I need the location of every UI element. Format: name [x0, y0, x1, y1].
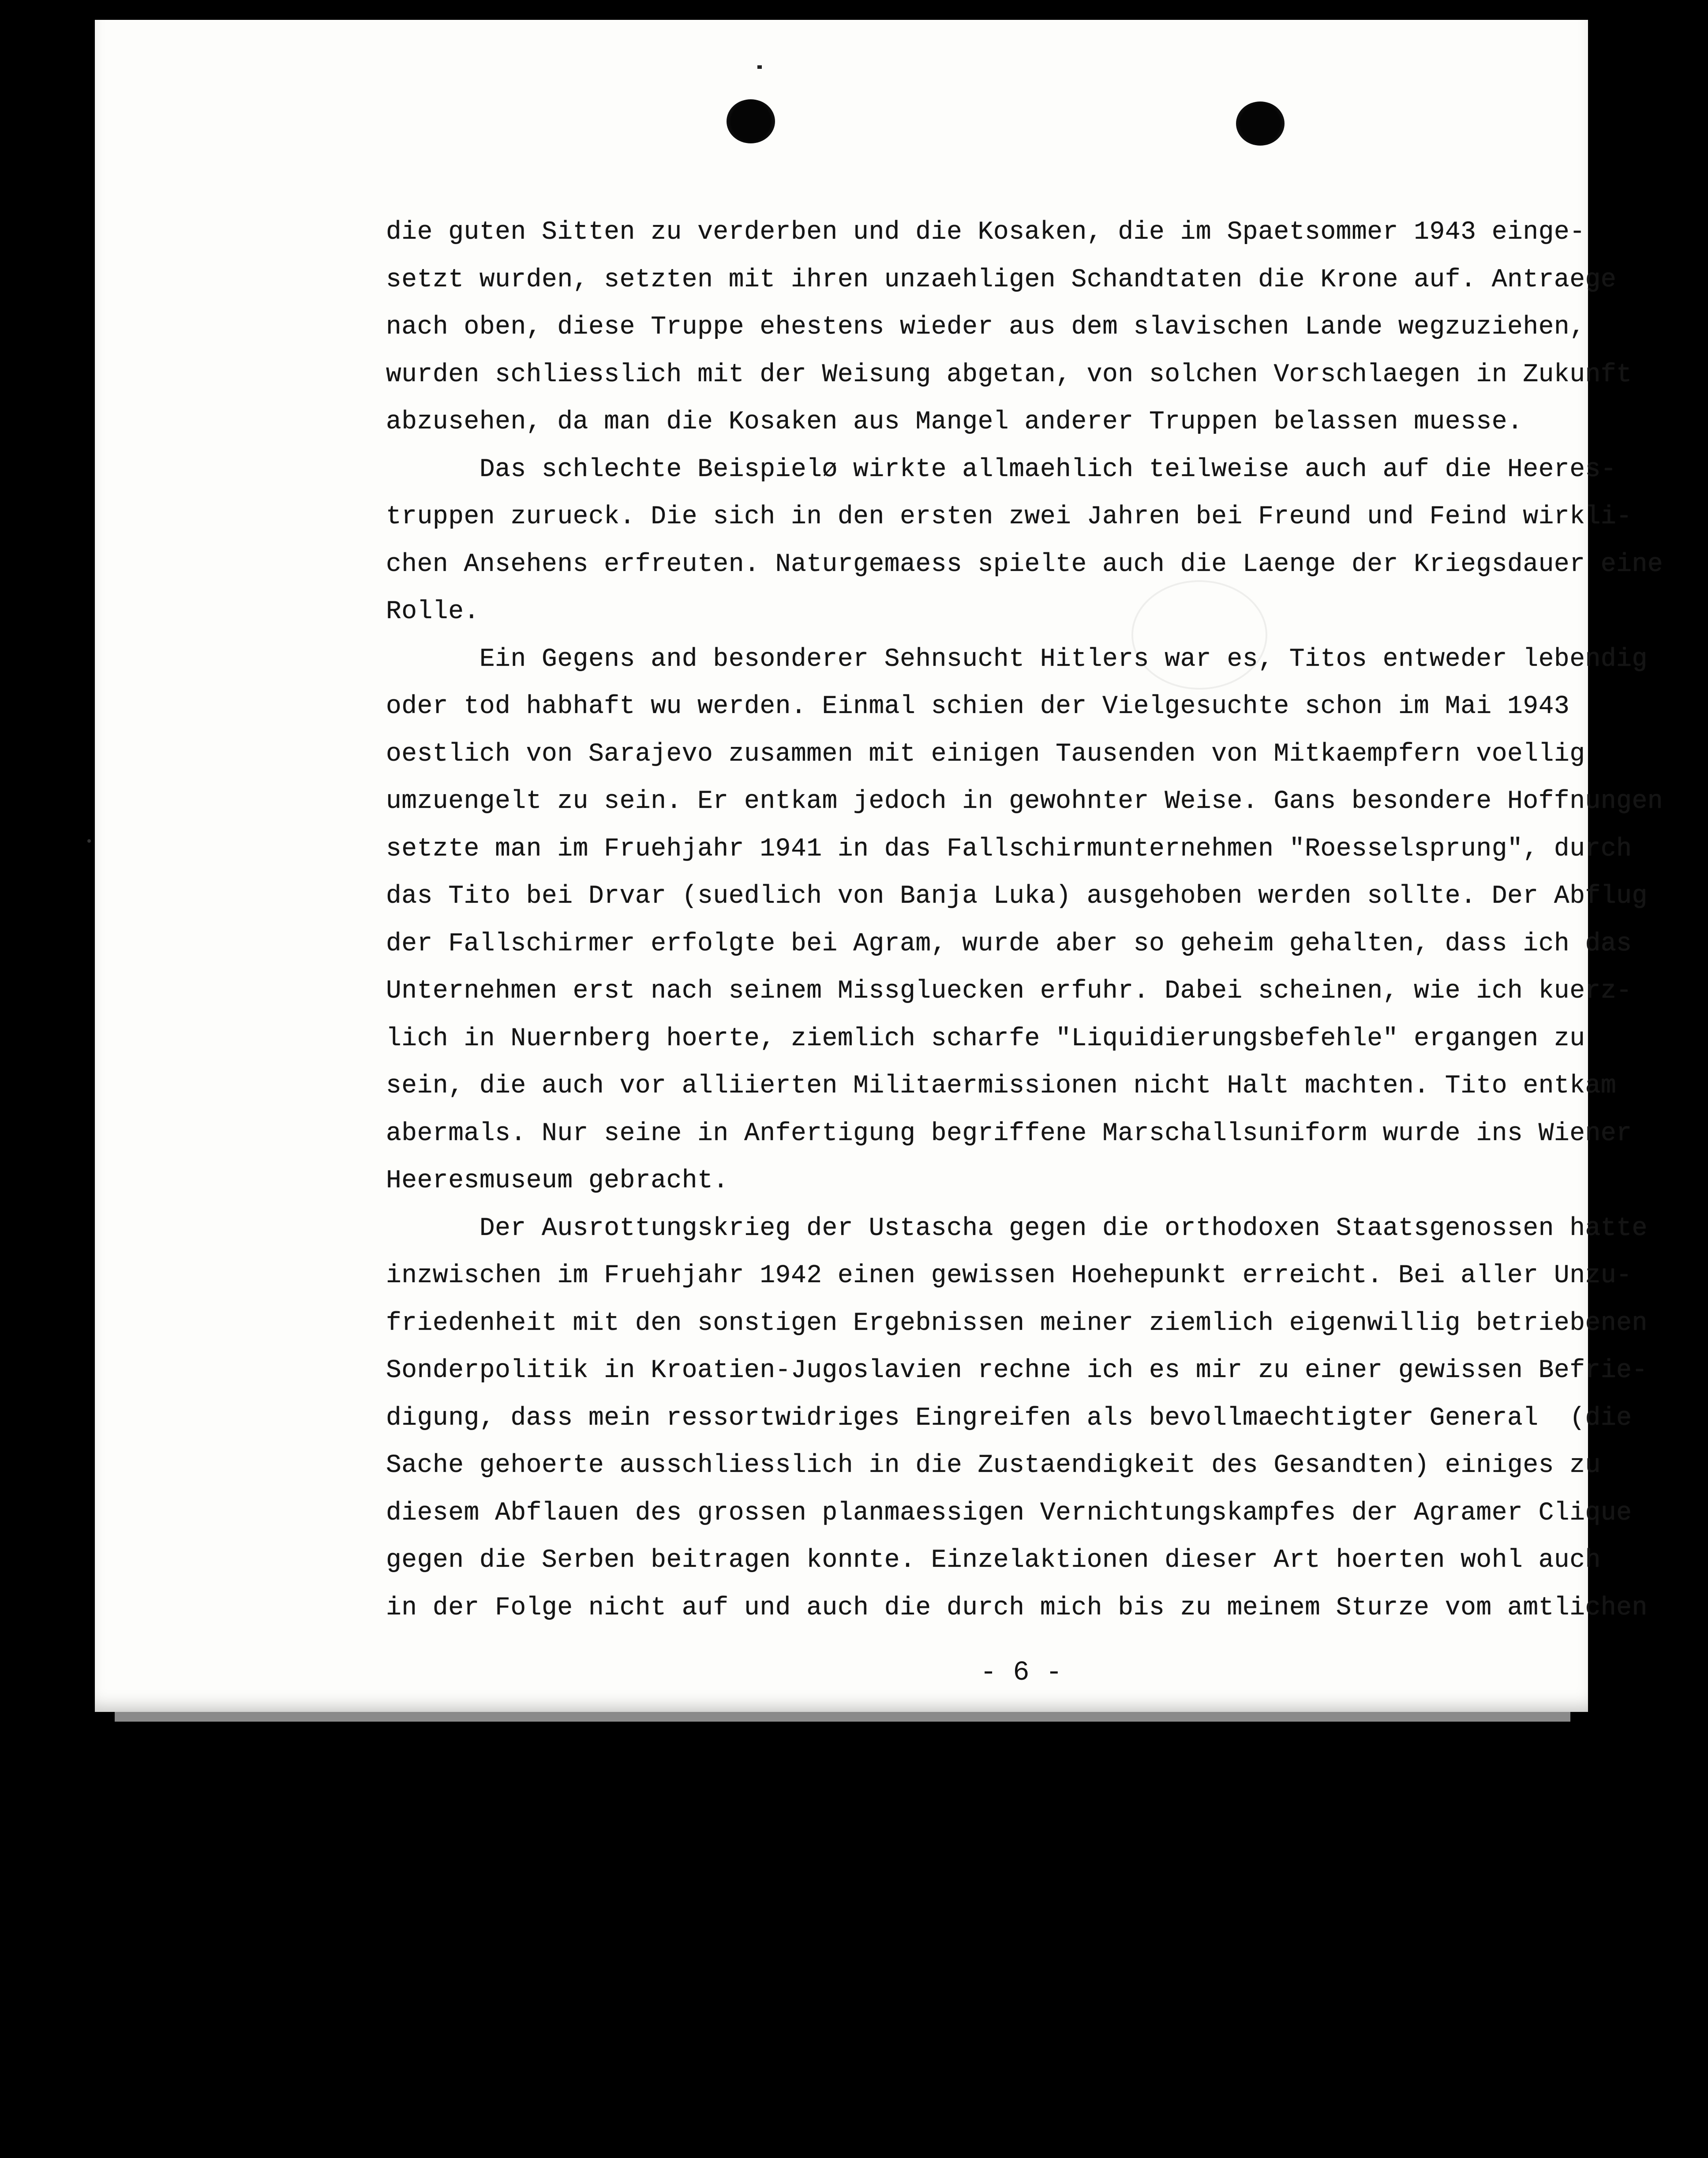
typewritten-text: [386, 209, 1665, 1632]
text-line: die guten Sitten zu verderben und die Kosaken, die im Spaetsommer 1943 einge-: [386, 218, 1585, 247]
text-line: Das schlechte Beispielø wirkte allmaehlich teilweise auch auf die Heeres-: [386, 455, 1617, 484]
text-line: Der Ausrottungskrieg der Ustascha gegen die orthodoxen Staatsgenossen hatte: [386, 1214, 1648, 1243]
text-line: Sache gehoerte ausschliesslich in die Zustaendigkeit des Gesandten) einiges zu: [386, 1451, 1601, 1480]
text-line: chen Ansehens erfreuten. Naturgemaess spielte auch die Laenge der Kriegsdauer eine: [386, 550, 1663, 579]
punch-hole-right: [1236, 101, 1285, 146]
text-line: abermals. Nur seine in Anfertigung begriffene Marschallsuniform wurde ins Wiener: [386, 1119, 1632, 1148]
text-line: lich in Nuernberg hoerte, ziemlich scharfe "Liquidierungsbefehle" ergangen zu: [386, 1024, 1585, 1053]
text-line: Sonderpolitik in Kroatien-Jugoslavien rechne ich es mir zu einer gewissen Befrie-: [386, 1356, 1648, 1385]
page-edge-shadow: [115, 1712, 1570, 1722]
text-line: umzuengelt zu sein. Er entkam jedoch in gewohnter Weise. Gans besondere Hoffnungen: [386, 787, 1663, 816]
scan-speck: [87, 839, 91, 843]
text-line: oder tod habhaft wu werden. Einmal schien der Vielgesuchte schon im Mai 1943: [386, 692, 1570, 721]
text-line: Unternehmen erst nach seinem Missgluecken erfuhr. Dabei scheinen, wie ich kuerz-: [386, 977, 1632, 1006]
document-page: [95, 20, 1663, 1712]
text-line: setzt wurden, setzten mit ihren unzaehligen Schandtaten die Krone auf. Antraege: [386, 265, 1617, 294]
text-line: der Fallschirmer erfolgte bei Agram, wurde aber so geheim gehalten, dass ich das: [386, 929, 1632, 958]
text-line: inzwischen im Fruehjahr 1942 einen gewissen Hoehepunkt erreicht. Bei aller Unzu-: [386, 1261, 1632, 1290]
scan-tick-mark: [757, 65, 762, 69]
text-line: wurden schliesslich mit der Weisung abgetan, von solchen Vorschlaegen in Zukunft: [386, 360, 1632, 389]
text-line: oestlich von Sarajevo zusammen mit einigen Tausenden von Mitkaempfern voellig: [386, 739, 1585, 769]
text-line: digung, dass mein ressortwidriges Eingreifen als bevollmaechtigter General (die: [386, 1404, 1632, 1433]
text-line: abzusehen, da man die Kosaken aus Mangel anderer Truppen belassen muesse.: [386, 408, 1523, 436]
text-line: in der Folge nicht auf und auch die durch mich bis zu meinem Sturze vom amtlichen: [386, 1593, 1648, 1622]
text-line: nach oben, diese Truppe ehestens wieder aus dem slavischen Lande wegzuziehen,: [386, 313, 1585, 342]
text-line: das Tito bei Drvar (suedlich von Banja Luka) ausgehoben werden sollte. Der Abflug: [386, 882, 1648, 911]
page-number: - 6 -: [980, 1657, 1063, 1688]
text-line: Heeresmuseum gebracht.: [386, 1167, 729, 1195]
text-line: truppen zurueck. Die sich in den ersten zwei Jahren bei Freund und Feind wirkli-: [386, 503, 1632, 531]
text-line: sein, die auch vor alliierten Militaermissionen nicht Halt machten. Tito entkam: [386, 1072, 1617, 1100]
text-line: diesem Abflauen des grossen planmaessigen Vernichtungskampfes der Agramer Clique: [386, 1498, 1632, 1527]
text-line: friedenheit mit den sonstigen Ergebnissen meiner ziemlich eigenwillig betriebenen: [386, 1309, 1648, 1338]
text-line: Rolle.: [386, 597, 479, 626]
text-line: setzte man im Fruehjahr 1941 in das Fallschirmunternehmen "Roesselsprung", durch: [386, 834, 1632, 863]
punch-hole-left: [727, 99, 775, 143]
text-line: gegen die Serben beitragen konnte. Einzelaktionen dieser Art hoerten wohl auch: [386, 1546, 1601, 1575]
text-line: Ein Gegens and besonderer Sehnsucht Hitlers war es, Titos entweder lebendig: [386, 645, 1648, 674]
